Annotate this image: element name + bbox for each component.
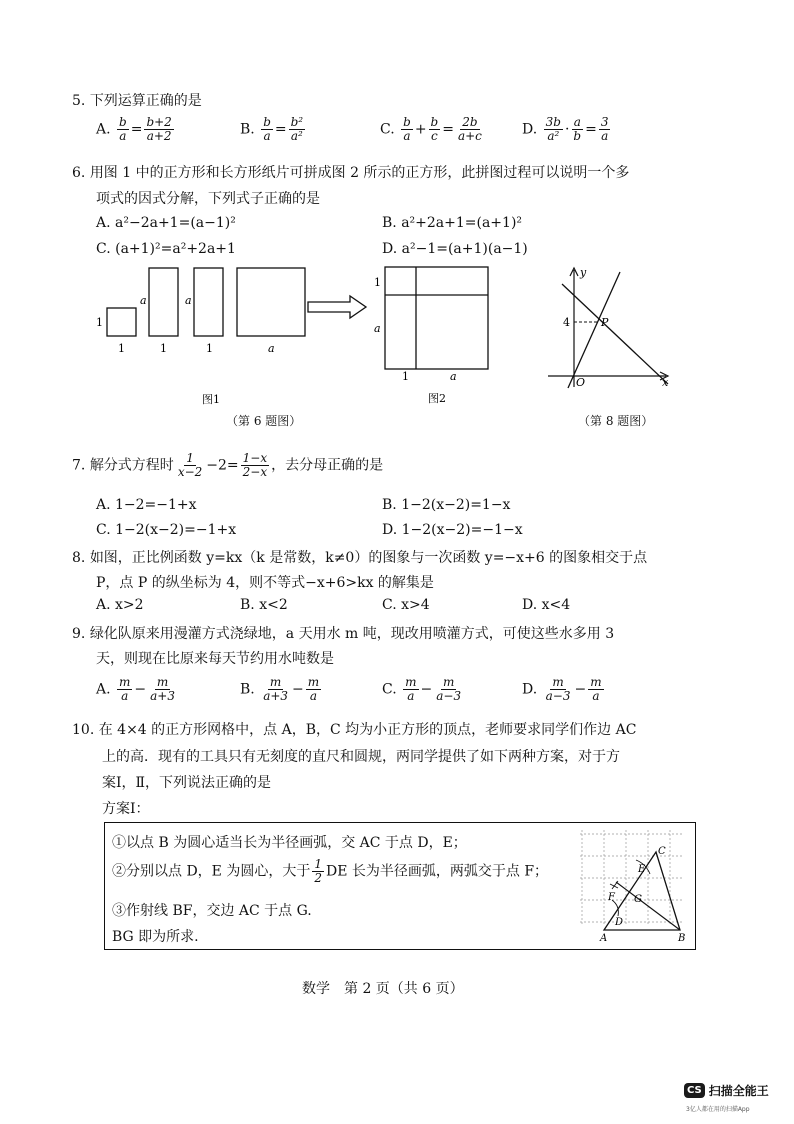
cs-logo-icon: CS: [684, 1083, 705, 1098]
fig1-s1-label: 1: [96, 316, 103, 329]
grid-f-label: F: [608, 892, 615, 903]
page-footer: 数学 第 2 页（共 6 页）: [302, 981, 464, 997]
q7-option-b: B. 1−2(x−2)=1−x: [382, 497, 511, 513]
q8-option-c: C. x>4: [382, 597, 430, 613]
watermark-name: 扫描全能王: [708, 1084, 769, 1098]
q8-y-label: y: [580, 266, 587, 279]
q9-line1: 9. 绿化队原来用漫灌方式浇绿地，a 天用水 m 吨，现改用喷灌方式，可使这些水多用 3: [72, 626, 615, 642]
q6-option-b: B. a²+2a+1=(a+1)²: [382, 215, 523, 231]
q8-line1: 8. 如图，正比例函数 y=kx（k 是常数，k≠0）的图象与一次函数 y=−x+6 的图象相交于点: [72, 550, 648, 566]
q5-option-b: B. $\frac{b}{a}$ = $\frac{\text{b²}}{\text{a²}}$: [240, 115, 304, 143]
grid-d-label: D: [615, 917, 624, 928]
grid-c-label: C: [658, 846, 666, 857]
grid-g-label: G: [634, 894, 642, 905]
fig2-bota-label: a: [450, 370, 457, 383]
fig1-s1b-label: 1: [118, 342, 125, 355]
q9-option-b: B. $\frac{m}{a+3}$ − $\frac{m}{a}$: [240, 675, 320, 703]
q8-x-label: x: [662, 376, 669, 389]
fig2-lefta-label: a: [374, 322, 381, 335]
q5-option-c: C. $\frac{b}{a}$ + $\frac{b}{c}$ = $\frac{2b}{a+c}$: [380, 115, 482, 143]
q8-p-label: P: [601, 316, 609, 329]
fig2-bot1-label: 1: [402, 370, 409, 383]
q10-grid-figure: [574, 826, 692, 946]
q7-stem: 7. 解分式方程时 $\frac{1}{x-2}$ −2= $\frac{1-x}{2-x}$ ，去分母正确的是: [72, 451, 384, 479]
fig1-sq-label: a: [268, 342, 275, 355]
fig2-caption: 图2: [428, 392, 446, 405]
q6-arrow-icon: [306, 294, 368, 320]
fig1-r2b-label: 1: [206, 342, 213, 355]
q7-option-d: D. 1−2(x−2)=−1−x: [382, 522, 523, 538]
fig2-left1-label: 1: [374, 276, 381, 289]
q8-line2: P，点 P 的纵坐标为 4，则不等式−x+6>kx 的解集是: [96, 575, 434, 591]
q8-caption: （第 8 题图）: [578, 414, 654, 428]
q6-line2: 项式的因式分解，下列式子正确的是: [96, 191, 320, 207]
q10-step1: ①以点 B 为圆心适当长为半径画弧，交 AC 于点 D，E；: [112, 835, 467, 851]
q8-figure: [540, 262, 680, 397]
q8-option-a: A. x>2: [96, 597, 144, 613]
q10-step2: ②分别以点 D，E 为圆心，大于 $\frac{1}{2}$ DE 长为半径画弧，两弧交于点 F；: [112, 857, 549, 885]
q6-option-d: D. a²−1=(a+1)(a−1): [382, 241, 528, 257]
q9-line2: 天，则现在比原来每天节约用水吨数是: [96, 651, 334, 667]
q9-option-c: C. $\frac{m}{a}$ − $\frac{m}{a-3}$: [382, 675, 462, 703]
q8-option-b: B. x<2: [240, 597, 288, 613]
fig1-caption: 图1: [202, 393, 220, 406]
q5-option-a: A. $\frac{b}{a}$ = $\frac{b+2}{a+2}$: [96, 115, 172, 143]
q6-option-a: A. a²−2a+1=(a−1)²: [96, 215, 236, 231]
q8-four-label: 4: [563, 316, 570, 329]
scanner-watermark: [684, 1082, 769, 1099]
q10-line2: 上的高．现有的工具只有无刻度的直尺和圆规，两同学提供了如下两种方案，对于方: [102, 749, 620, 765]
fig1-r1b-label: 1: [160, 342, 167, 355]
q7-option-a: A. 1−2=−1+x: [96, 497, 197, 513]
q10-step3: ③作射线 BF，交边 AC 于点 G.: [112, 903, 312, 919]
q6-figure1: [90, 258, 320, 408]
q6-option-c: C. (a+1)²=a²+2a+1: [96, 241, 236, 257]
q9-option-d: D. $\frac{m}{a-3}$ − $\frac{m}{a}$: [522, 675, 602, 703]
q8-option-d: D. x<4: [522, 597, 571, 613]
q6-line1: 6. 用图 1 中的正方形和长方形纸片可拼成图 2 所示的正方形，此拼图过程可以说明一个多: [72, 165, 630, 181]
q8-origin-label: O: [576, 376, 586, 389]
q6-caption: （第 6 题图）: [226, 414, 302, 428]
q9-option-a: A. $\frac{m}{a}$ − $\frac{m}{a+3}$: [96, 675, 175, 703]
fig1-r1-label: a: [140, 294, 147, 307]
q7-option-c: C. 1−2(x−2)=−1+x: [96, 522, 237, 538]
q5-stem: 5. 下列运算正确的是: [72, 93, 202, 109]
watermark-sub: 3亿人都在用的扫描App: [686, 1106, 750, 1113]
grid-b-label: B: [678, 933, 686, 944]
q10-plan-label: 方案Ⅰ：: [102, 801, 150, 817]
grid-e-label: E: [638, 864, 646, 875]
fig1-r2-label: a: [185, 294, 192, 307]
q10-line3: 案Ⅰ，Ⅱ，下列说法正确的是: [102, 775, 272, 791]
q6-figure2: [370, 262, 500, 408]
grid-a-label: A: [600, 933, 608, 944]
q10-step4: BG 即为所求.: [112, 929, 199, 945]
q5-option-d: D. $\frac{3b}{\text{a²}}$ · $\frac{a}{b}$ = $\frac{3}{a}$: [522, 115, 609, 143]
q10-line1: 10. 在 4×4 的正方形网格中，点 A，B，C 均为小正方形的顶点，老师要求同学们作边 AC: [72, 722, 637, 738]
